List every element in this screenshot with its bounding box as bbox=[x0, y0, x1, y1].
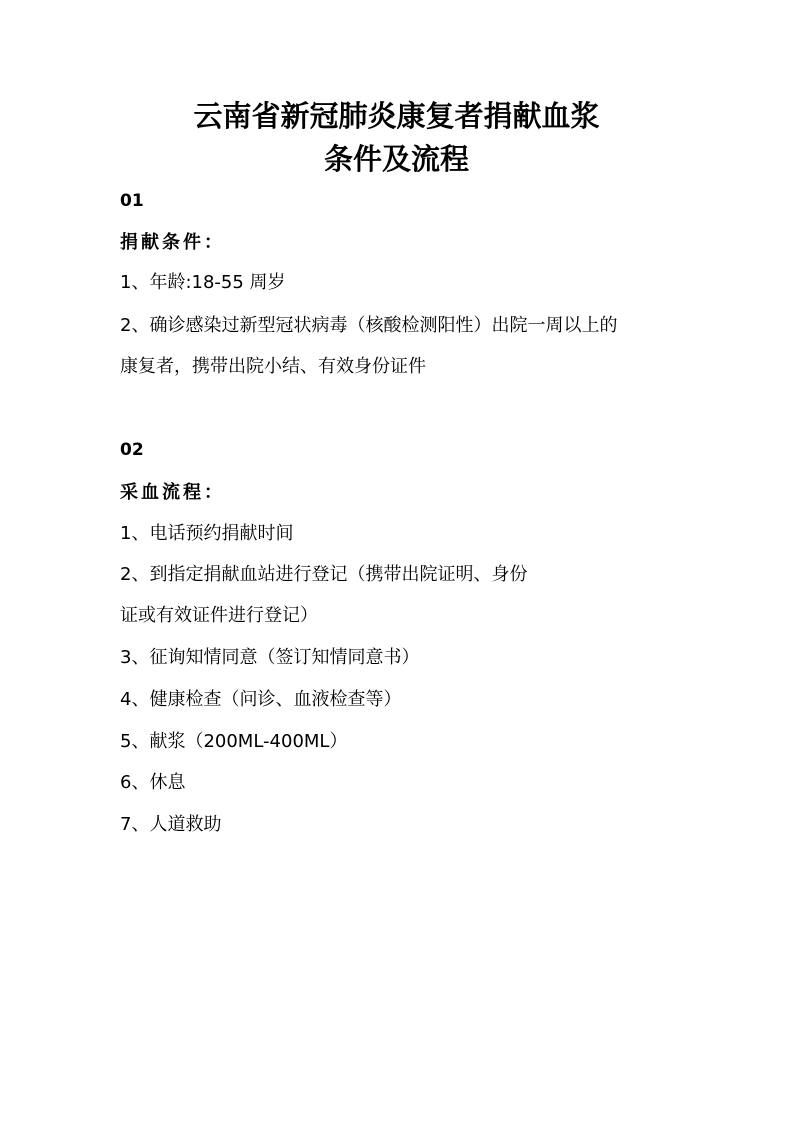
section-2-item-2-continued: 证或有效证件进行登记） bbox=[120, 605, 318, 626]
section-1-item-2: 2、确诊感染过新型冠状病毒（核酸检测阳性）出院一周以上的 bbox=[120, 315, 618, 336]
section-2-item-2: 2、到指定捐献血站进行登记（携带出院证明、身份 bbox=[120, 564, 528, 585]
section-1-number: 01 bbox=[120, 191, 144, 211]
section-2-item-7: 7、人道救助 bbox=[120, 814, 222, 835]
section-2-item-3: 3、征询知情同意（签订知情同意书） bbox=[120, 647, 420, 668]
section-2-number: 02 bbox=[120, 440, 144, 460]
section-2-item-1: 1、电话预约捐献时间 bbox=[120, 523, 294, 544]
document-title-line-2: 条件及流程 bbox=[323, 142, 469, 176]
document-title-line-1: 云南省新冠肺炎康复者捐献血浆 bbox=[193, 99, 600, 133]
section-2-heading: 采血流程： bbox=[120, 482, 225, 503]
section-1-item-1: 1、年龄:18-55 周岁 bbox=[120, 272, 286, 293]
section-2-item-5: 5、献浆（200ML-400ML） bbox=[120, 731, 348, 752]
section-1-heading: 捐献条件： bbox=[120, 232, 225, 253]
section-2-item-6: 6、休息 bbox=[120, 772, 186, 793]
section-2-item-4: 4、健康检查（问诊、血液检查等） bbox=[120, 689, 402, 710]
section-1-item-2-continued: 康复者，携带出院小结、有效身份证件 bbox=[120, 356, 426, 377]
